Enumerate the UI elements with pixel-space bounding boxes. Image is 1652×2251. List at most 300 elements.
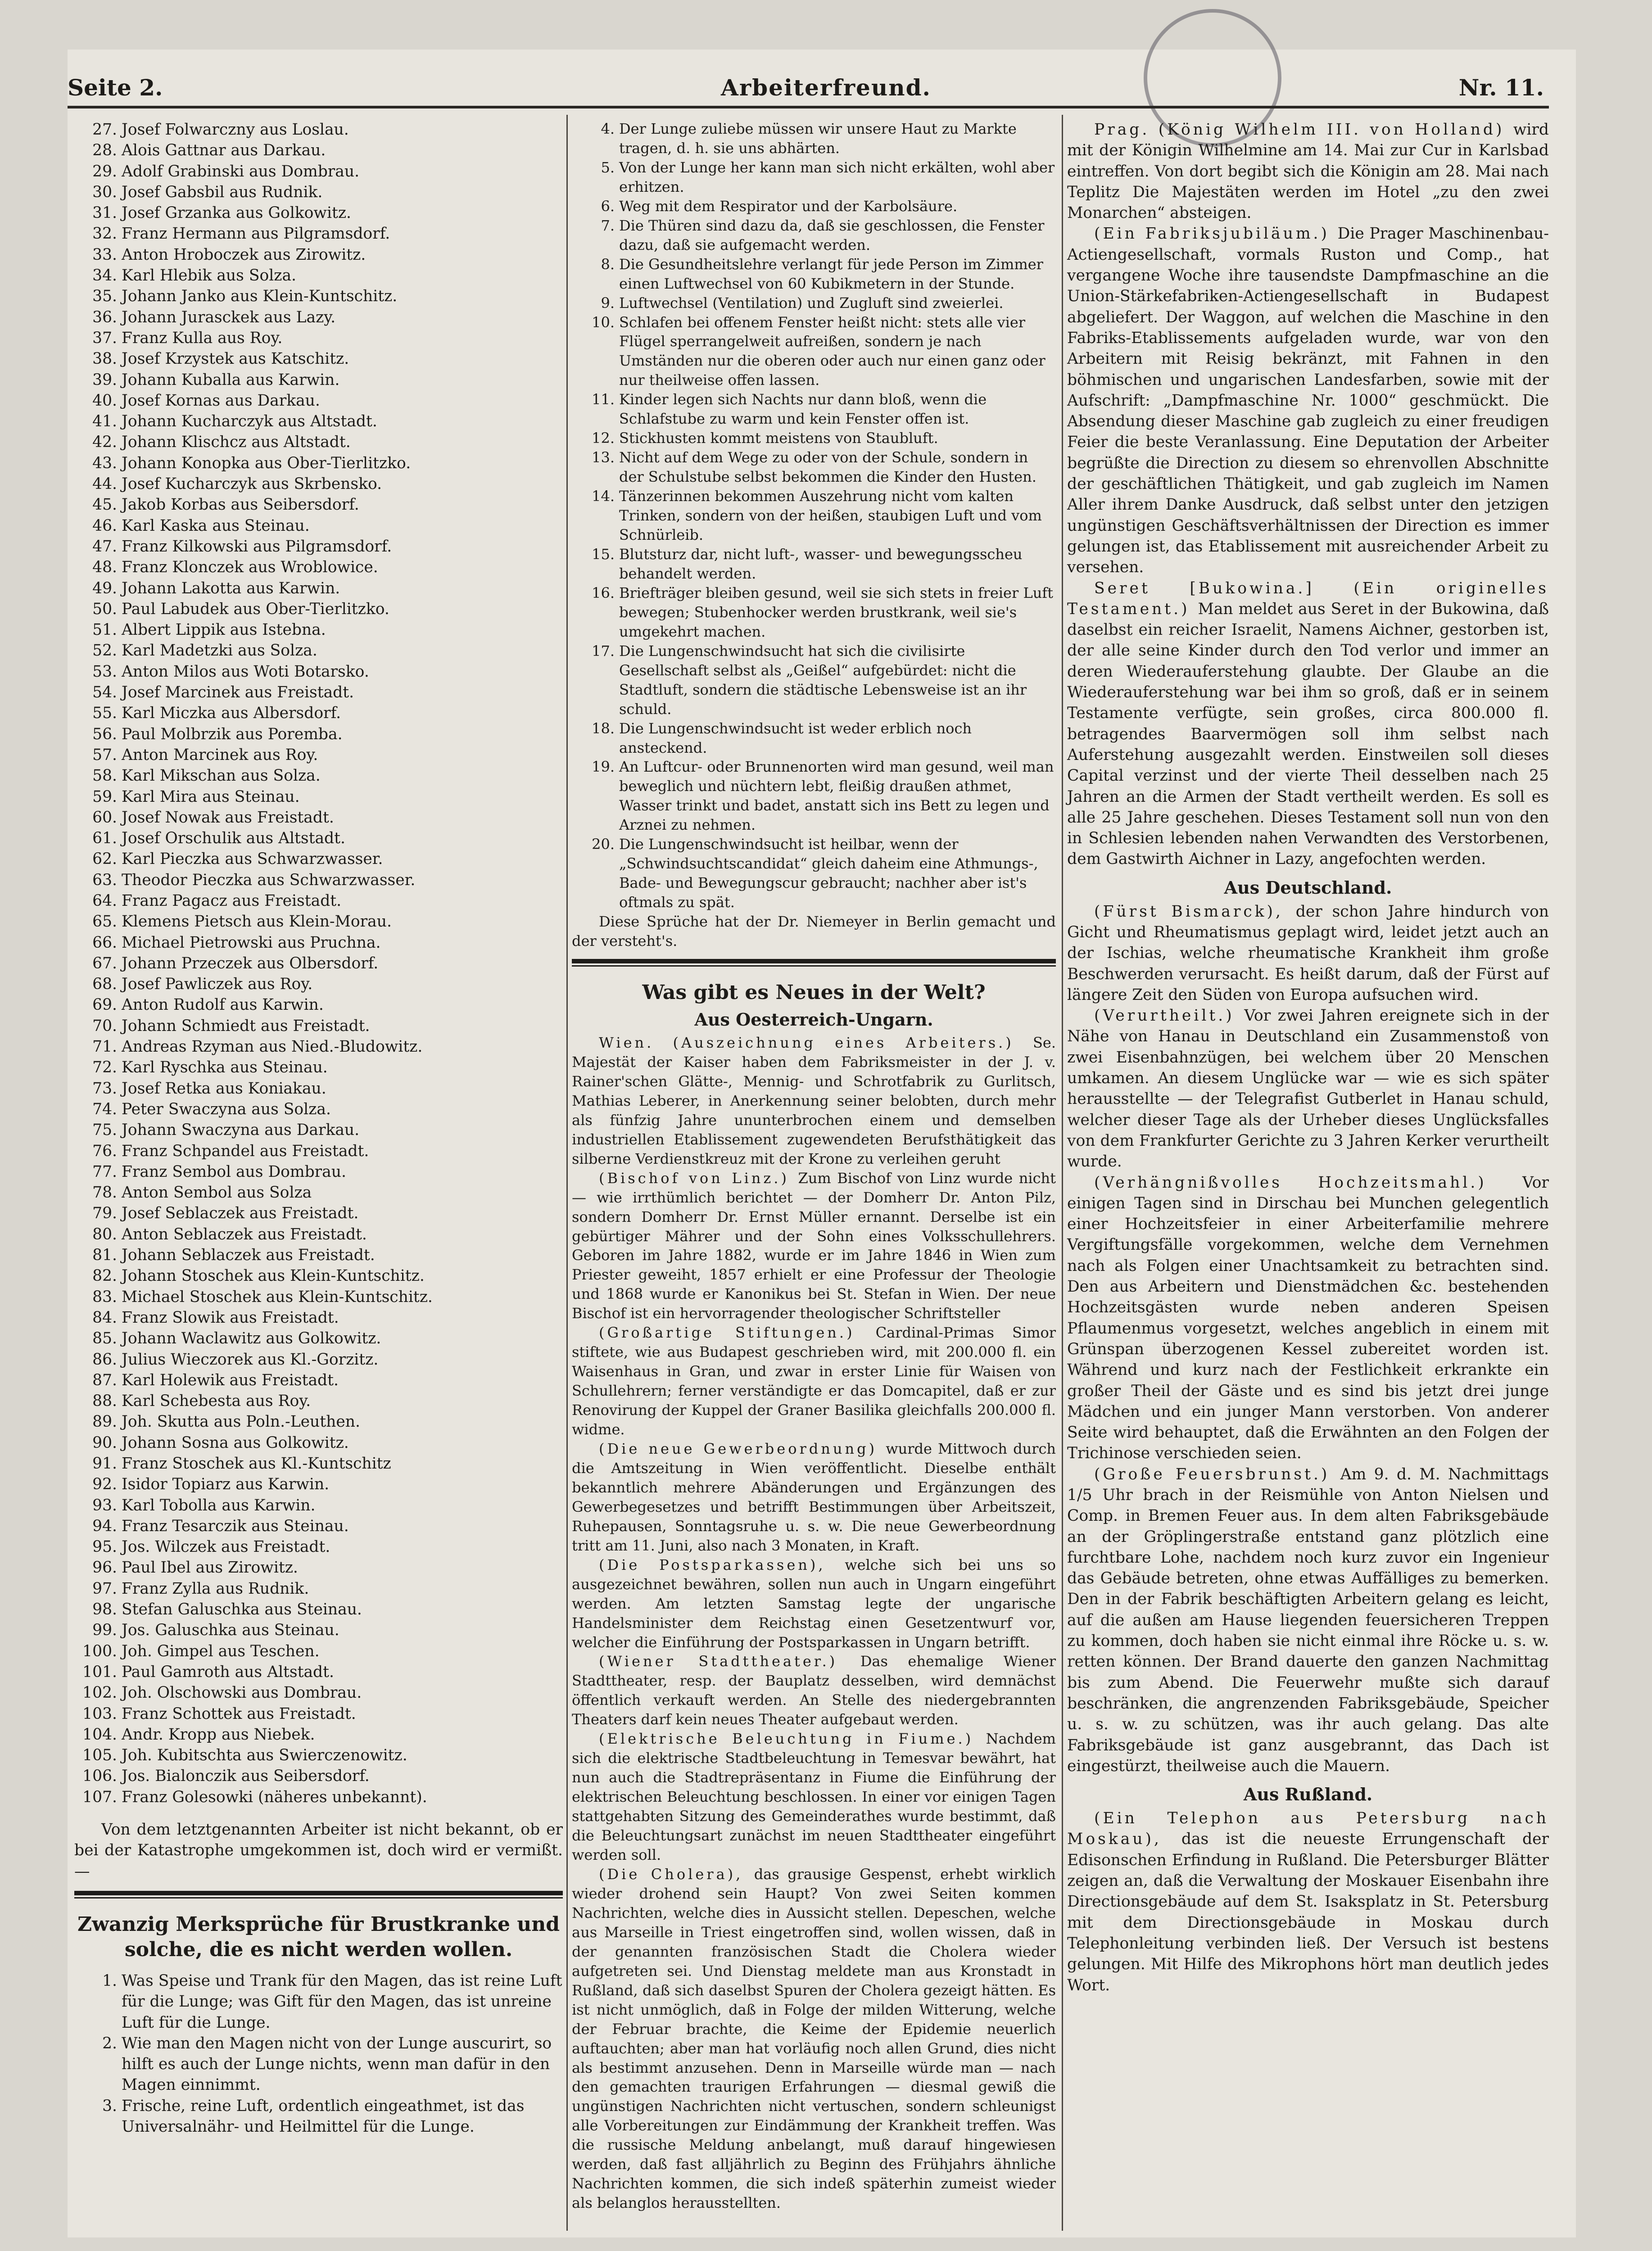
- victim-entry: [74, 1578, 563, 1599]
- item-text: Franz Stoschek aus Kl.-Kuntschitz: [122, 1455, 391, 1473]
- news-item: [1067, 1464, 1549, 1776]
- column-3: [1067, 119, 1549, 1996]
- victim-entry: [74, 1328, 563, 1349]
- saying-item: [572, 158, 1056, 197]
- item-text: Stefan Galuschka aus Steinau.: [122, 1600, 362, 1619]
- victim-entry: [74, 203, 563, 223]
- item-text: Theodor Pieczka aus Schwarzwasser.: [122, 871, 416, 889]
- item-text: Jos. Wilczek aus Freistadt.: [122, 1538, 330, 1556]
- victim-entry: [74, 578, 563, 599]
- item-number: 88.: [92, 1392, 117, 1410]
- victim-entry: [74, 994, 563, 1015]
- saying-item: [74, 1971, 563, 2033]
- column-2: [572, 119, 1056, 2213]
- news-text: Das ehemalige Wiener Stadttheater, resp. der Bauplatz desselben, wird demnächst öffentlich verkauft werden. An Stelle des niedergebrannten Theaters darf kein neues Theater aufgebaut werden.: [572, 1653, 1056, 1728]
- item-number: 20.: [592, 836, 615, 853]
- victim-entry: [74, 1745, 563, 1766]
- item-number: 96.: [92, 1559, 117, 1577]
- item-number: 101.: [82, 1663, 117, 1681]
- victim-entry: [74, 474, 563, 494]
- germany-heading: Aus Deutschland.: [1224, 877, 1392, 898]
- item-number: 40.: [92, 391, 117, 410]
- item-number: 95.: [92, 1538, 117, 1556]
- victim-entry: [74, 328, 563, 348]
- item-text: Johann Waclawitz aus Golkowitz.: [122, 1329, 381, 1348]
- victim-entry: [74, 1182, 563, 1203]
- victim-entry: [74, 119, 563, 140]
- news-item: [1067, 119, 1549, 223]
- item-text: Jos. Galuschka aus Steinau.: [122, 1621, 339, 1640]
- item-number: 12.: [592, 429, 615, 447]
- item-text: Franz Golesowki (näheres unbekannt).: [122, 1788, 427, 1806]
- item-number: 15.: [592, 545, 615, 563]
- victim-entry: [74, 1036, 563, 1057]
- saying-item: [572, 583, 1056, 642]
- item-number: 38.: [92, 350, 117, 368]
- item-number: 71.: [92, 1038, 117, 1056]
- saying-item: [572, 448, 1056, 487]
- news-lead: (Ein Fabriksjubiläum.): [1094, 225, 1338, 243]
- item-number: 72.: [92, 1058, 117, 1077]
- saying-item: [572, 119, 1056, 158]
- victim-entry: [74, 1245, 563, 1266]
- item-text: An Luftcur- oder Brunnenorten wird man gesund, weil man beweglich und nüchtern lebt, fleißig draußen athmet, Wasser trinkt und badet, anstatt sich ins Bett zu legen und Arznei zu nehmen.: [619, 758, 1054, 834]
- victim-entry: [74, 932, 563, 953]
- news-item: [572, 1169, 1056, 1324]
- item-text: Johann Seblaczek aus Freistadt.: [122, 1246, 375, 1265]
- news-text: der schon Jahre hindurch von Gicht und Rheumatismus geplagt wird, leidet jetzt auch an der Ischias, welche rheumatische Krankheit ihm große Beschwerden verursacht. Es heißt darum, daß der Fürst auf längere Zeit den Süden von Europa aufsuchen wird.: [1067, 902, 1549, 1004]
- news-lead: Prag. (König Wilhelm III. von Holland): [1094, 121, 1513, 139]
- victim-entry: [74, 1495, 563, 1516]
- news-lead: (Verurtheilt.): [1094, 1007, 1245, 1025]
- item-text: Was Speise und Trank für den Magen, das ist reine Luft für die Lunge; was Gift für den Magen, das ist unreine Luft für die Lunge.: [122, 1971, 562, 2032]
- item-number: 11.: [592, 391, 615, 408]
- victim-entry: [74, 1349, 563, 1370]
- victims-note: Von dem letztgenannten Arbeiter ist nicht bekannt, ob er bei der Katastrophe umgekommen ist, doch wird er vermißt. —: [74, 1821, 563, 1880]
- item-text: Franz Hermann aus Pilgramsdorf.: [122, 225, 390, 243]
- item-number: 77.: [92, 1162, 117, 1181]
- item-number: 35.: [92, 287, 117, 306]
- item-number: 58.: [92, 767, 117, 785]
- victim-entry: [74, 953, 563, 974]
- saying-item: [572, 294, 1056, 313]
- item-text: Von der Lunge her kann man sich nicht erkälten, wohl aber erhitzen.: [619, 158, 1055, 195]
- item-number: 67.: [92, 954, 117, 972]
- news-item: [572, 1033, 1056, 1169]
- news-text: Se. Majestät der Kaiser haben dem Fabriksmeister in der J. v. Rainer'schen Glätte-, Mennig- und Schrotfabrik zu Gurlitsch, Mathias Leberer, in Anerkennung seiner belobten, durch mehr als fünfzig Jahre ununterbrochen einem und demselben industriellen Etablissement zugewendeten Berufsthätigkeit das silberne Verdienstkreuz mit der Krone zu verleihen geruht: [572, 1034, 1056, 1167]
- item-number: 68.: [92, 975, 117, 994]
- section-rule: [74, 1891, 563, 1895]
- saying-item: [572, 719, 1056, 758]
- item-text: Franz Slowik aus Freistadt.: [122, 1308, 339, 1327]
- item-text: Johann Kuballa aus Karwin.: [122, 371, 340, 389]
- item-text: Blutsturz dar, nicht luft-, wasser- und bewegungsscheu behandelt werden.: [619, 545, 1023, 582]
- item-number: 94.: [92, 1517, 117, 1535]
- item-number: 78.: [92, 1184, 117, 1202]
- victim-entry: [74, 1224, 563, 1245]
- item-text: Alois Gattnar aus Darkau.: [122, 141, 326, 160]
- saying-item: [572, 835, 1056, 912]
- item-text: Joh. Skutta aus Poln.-Leuthen.: [122, 1413, 360, 1431]
- news-item: [572, 1865, 1056, 2213]
- item-number: 56.: [92, 725, 117, 743]
- item-number: 81.: [92, 1246, 117, 1265]
- item-text: Franz Schpandel aus Freistadt.: [122, 1142, 369, 1160]
- saying-item: [572, 757, 1056, 835]
- victim-entry: [74, 1411, 563, 1432]
- victim-entry: [74, 161, 563, 182]
- news-item: [1067, 1808, 1549, 1996]
- news-item: [572, 1555, 1056, 1652]
- victim-entry: [74, 682, 563, 703]
- item-text: Johann Kucharczyk aus Altstadt.: [122, 412, 377, 431]
- news-title: Was gibt es Neues in der Welt?: [642, 981, 986, 1004]
- item-text: Josef Pawliczek aus Roy.: [122, 975, 313, 994]
- austria-news: [572, 1033, 1056, 2213]
- victim-entry: [74, 870, 563, 890]
- item-text: Frische, reine Luft, ordentlich eingeathmet, ist das Universalnähr- und Heilmittel für die Lunge.: [122, 2097, 525, 2136]
- victim-entry: [74, 1099, 563, 1120]
- item-text: Kinder legen sich Nachts nur dann bloß, wenn die Schlafstube zu warm und kein Fenster offen ist.: [619, 391, 987, 428]
- victim-entry: [74, 390, 563, 411]
- item-text: Karl Mikschan aus Solza.: [122, 767, 321, 785]
- item-text: Josef Retka aus Koniakau.: [122, 1079, 326, 1098]
- victim-entry: [74, 703, 563, 723]
- austria-news-continued: [1067, 119, 1549, 870]
- news-text: Cardinal-Primas Simor stiftete, wie aus Budapest geschrieben wird, mit 200.000 fl. ein Waisenhaus in Gran, und zwar in erster Linie für Waisen von Schullehrern; ferner verständigte er das Domcapitel, daß er zur Renovirung der Kuppel der Graner Basilika gleichfalls 200.000 fl. widme.: [572, 1324, 1056, 1438]
- item-text: Johann Sosna aus Golkowitz.: [122, 1433, 349, 1452]
- news-item: [1067, 223, 1549, 578]
- victim-entry: [74, 786, 563, 807]
- item-text: Johann Lakotta aus Karwin.: [122, 579, 340, 597]
- item-text: Karl Tobolla aus Karwin.: [122, 1496, 316, 1514]
- item-text: Adolf Grabinski aus Dombrau.: [122, 162, 360, 181]
- item-number: 28.: [92, 141, 117, 160]
- victim-entry: [74, 494, 563, 515]
- item-number: 82.: [92, 1267, 117, 1285]
- victim-entry: [74, 1266, 563, 1286]
- item-text: Franz Klonczek aus Wroblowice.: [122, 558, 378, 577]
- item-text: Franz Tesarczik aus Steinau.: [122, 1517, 349, 1535]
- victim-entry: [74, 182, 563, 203]
- item-number: 57.: [92, 746, 117, 764]
- item-text: Josef Nowak aus Freistadt.: [122, 808, 334, 827]
- victim-entry: [74, 515, 563, 536]
- news-lead: (Ein Telephon aus Petersburg nach Moskau),: [1067, 1809, 1549, 1849]
- item-text: Karl Schebesta aus Roy.: [122, 1392, 311, 1410]
- item-text: Peter Swaczyna aus Solza.: [122, 1100, 331, 1118]
- item-number: 5.: [601, 158, 615, 176]
- item-number: 50.: [92, 600, 117, 618]
- victim-entry: [74, 1433, 563, 1453]
- victim-entry: [74, 140, 563, 161]
- news-text: Vor zwei Jahren ereignete sich in der Nähe von Hanau in Deutschland ein Zusammenstoß von zwei Eisenbahnzügen, bei welchem über 20 Menschen umkamen. An diesem Unglücke war — wie es sich später herausstellte — der Telegrafist Gutberlet in Hanau schuld, welcher dieser Tage als der Urheber dieses Unglücksfalles von dem Frankfurter Gerichte zu 3 Jahren Kerker verurtheilt wurde.: [1067, 1007, 1549, 1171]
- item-text: Andreas Rzyman aus Nied.-Bludowitz.: [122, 1038, 423, 1056]
- victim-entry: [74, 724, 563, 745]
- victim-entry: [74, 974, 563, 994]
- item-number: 92.: [92, 1475, 117, 1494]
- item-number: 17.: [592, 642, 615, 660]
- item-number: 60.: [92, 808, 117, 827]
- section-rule: [572, 959, 1056, 963]
- news-text: Vor einigen Tagen sind in Dirschau bei Munchen gelegentlich einer Hochzeitsfeier in einer Arbeiterfamilie mehrere Vergiftungsfälle vorgekommen, welche dem Vernehmen nach als Folgen einer Unachtsamkeit zu betrachten sind. Den aus Arbeitern und Dienstmädchen &c. bestehenden Hochzeitsgästen wurde neben anderen Speisen Pflaumenmus vorgesetzt, welches angeblich in einem mit Grünspan überzogenen Kessel zubereitet worden ist. Während und kurz nach der Festlichkeit erkrankte ein großer Theil der Gäste und es sind bis jetzt drei junge Mädchen und ein junger Mann verstorben. Von anderer Seite wird behauptet, daß die Erwähnten an den Folgen der Trichinose verschieden seien.: [1067, 1173, 1549, 1463]
- news-text: das grausige Gespenst, erhebt wirklich wieder drohend sein Haupt? Von zwei Seiten kommen Nachrichten, welche dies in Aussicht stellen. Depeschen, welche aus Marseille in Triest eingetroffen sind, wollen wissen, daß in der genannten französischen Stadt die Cholera wieder aufgetreten sei. Und Dienstag meldete man aus Kronstadt in Rußland, daß sich daselbst Spuren der Cholera gezeigt hätten. Es ist nicht unmöglich, daß in Folge der milden Witterung, welche der Februar brachte, die Keime der Epidemie neuerlich auftauchten; aber man hat vorläufig noch allen Grund, dies nicht als bestimmt anzusehen. Denn in Marseille würde man — nach den gemachten traurigen Erfahrungen — diesmal gewiß die ungünstigen Nachrichten nicht vertuschen, sondern schleunigst alle Vorbereitungen zur Eindämmung der Krankheit treffen. Was die russische Meldung anbelangt, muß darauf hingewiesen werden, daß fast alljährlich zu Beginn des Frühjahrs ähnliche Nachrichten kommen, die sich indeß späterhin zumeist wieder als belanglos herausstellten.: [572, 1865, 1056, 2212]
- item-text: Josef Folwarczny aus Loslau.: [122, 121, 349, 139]
- item-number: 36.: [92, 308, 117, 326]
- item-number: 59.: [92, 787, 117, 806]
- item-text: Jos. Bialonczik aus Seibersdorf.: [122, 1767, 370, 1785]
- item-text: Anton Sembol aus Solza: [122, 1184, 312, 1202]
- item-number: 44.: [92, 475, 117, 493]
- victim-entry: [74, 244, 563, 265]
- item-text: Karl Mira aus Steinau.: [122, 787, 300, 806]
- sayings-footer: Diese Sprüche hat der Dr. Niemeyer in Berlin gemacht und der versteht's.: [572, 913, 1056, 950]
- item-number: 7.: [601, 217, 615, 234]
- item-number: 80.: [92, 1225, 117, 1243]
- item-number: 87.: [92, 1371, 117, 1389]
- victim-entry: [74, 348, 563, 369]
- news-text: Zum Bischof von Linz wurde nicht — wie irrthümlich berichtet — der Domherr Dr. Anton Pilz, sondern Domherr Dr. Ernst Müller ernannt. Derselbe ist ein gebürtiger Mährer und der Sohn eines Volksschullehrers. Geboren im Jahre 1882, wurde er im Jahre 1846 in Wien zum Priester geweiht, 1857 erhielt er eine Professur der Theologie und 1868 wurde er Kanonikus bei St. Stefan in Wien. Der neue Bischof ist ein hervorragender theologischer Schriftsteller: [572, 1169, 1056, 1322]
- item-number: 98.: [92, 1600, 117, 1619]
- item-text: Franz Kulla aus Roy.: [122, 329, 283, 347]
- victim-entry: [74, 849, 563, 869]
- item-number: 106.: [82, 1767, 117, 1785]
- item-text: Franz Pagacz aus Freistadt.: [122, 891, 342, 910]
- saying-item: [572, 216, 1056, 255]
- victim-entry: [74, 1599, 563, 1620]
- victim-entry: [74, 765, 563, 786]
- item-number: 29.: [92, 162, 117, 181]
- item-text: Joh. Gimpel aus Teschen.: [122, 1642, 320, 1660]
- item-number: 51.: [92, 621, 117, 639]
- item-number: 97.: [92, 1579, 117, 1598]
- item-number: 70.: [92, 1017, 117, 1035]
- item-text: Anton Rudolf aus Karwin.: [122, 996, 324, 1014]
- item-number: 83.: [92, 1288, 117, 1306]
- item-number: 14.: [592, 488, 615, 505]
- item-number: 53.: [92, 662, 117, 681]
- news-text: Am 9. d. M. Nachmittags 1/5 Uhr brach in der Reismühle von Anton Nielsen und Comp. in Bremen Feuer aus. In dem alten Fabriksgebäude an der Gröplingerstraße entstand ganz plötzlich eine furchtbare Lohe, nachdem noch kurz zuvor ein Ingenieur das Gebäude betreten, ohne etwas Auffälliges zu bemerken. Den in der Fabrik beschäftigten Arbeitern gelang es leicht, auf die außen am Hause liegenden feuersicheren Treppen zu kommen, doch haben sie nicht einmal ihre Röcke u. s. w. retten können. Der Brand dauerte den ganzen Nachmittag bis zum Abend. Die Feuerwehr mußte sich darauf beschränken, die angrenzenden Fabriksgebäude, Speicher u. s. w. zu schützen, was ihr auch gelang. Das alte Fabriksgebäude ist ganz ausgebrannt, das Dach ist eingestürzt, theilweise auch die Mauern.: [1067, 1465, 1549, 1775]
- sayings-title: Zwanzig Merksprüche für Brustkranke und solche, die es nicht werden wollen.: [77, 1912, 560, 1961]
- item-text: Wie man den Magen nicht von der Lunge auscurirt, so hilft es auch der Lunge nichts, wenn man dafür in den Magen einnimmt.: [122, 2034, 552, 2094]
- item-text: Briefträger bleiben gesund, weil sie sich stets in freier Luft bewegen; Stubenhocker werden brustkrank, weil sie's umgekehrt machen.: [619, 584, 1053, 640]
- item-text: Paul Gamroth aus Altstadt.: [122, 1663, 334, 1681]
- victim-entry: [74, 640, 563, 661]
- item-text: Paul Ibel aus Zirowitz.: [122, 1559, 298, 1577]
- item-number: 102.: [82, 1684, 117, 1702]
- victim-entry: [74, 1016, 563, 1036]
- item-number: 73.: [92, 1079, 117, 1098]
- item-number: 93.: [92, 1496, 117, 1514]
- victim-entry: [74, 223, 563, 244]
- item-number: 89.: [92, 1413, 117, 1431]
- item-number: 64.: [92, 891, 117, 910]
- victim-entry: [74, 286, 563, 307]
- item-number: 91.: [92, 1455, 117, 1473]
- item-number: 47.: [92, 537, 117, 556]
- item-number: 104.: [82, 1725, 117, 1744]
- item-number: 66.: [92, 933, 117, 952]
- saying-item: [572, 642, 1056, 719]
- item-text: Franz Schottek aus Freistadt.: [122, 1704, 356, 1723]
- news-text: das ist die neueste Errungenschaft der Edisonschen Erfindung in Rußland. Die Petersburger Blätter zeigen an, daß die Verwaltung der Moskauer Eisenbahn ihre Directionsgebäude auf dem St. Isaksplatz in St. Petersburg mit dem Directionsgebäude in Moskau durch Telephonleitung verbinden ließ. Der Versuch ist bestens gelungen. Mit Hilfe des Mikrophons hört man deutlich jedes Wort.: [1067, 1830, 1549, 1994]
- item-number: 34.: [92, 267, 117, 285]
- item-text: Die Lungenschwindsucht ist weder erblich noch ansteckend.: [619, 719, 972, 756]
- news-item: [1067, 578, 1549, 870]
- victim-entry: [74, 265, 563, 286]
- item-number: 107.: [82, 1788, 117, 1806]
- item-text: Paul Labudek aus Ober-Tierlitzko.: [122, 600, 389, 618]
- section-rule: [74, 1897, 563, 1898]
- item-text: Stickhusten kommt meistens von Staubluft.: [619, 429, 938, 447]
- item-text: Johann Klischcz aus Altstadt.: [122, 433, 351, 452]
- item-number: 4.: [601, 120, 615, 137]
- item-number: 55.: [92, 704, 117, 723]
- victim-entry: [74, 1057, 563, 1078]
- item-number: 32.: [92, 225, 117, 243]
- item-text: Karl Holewik aus Freistadt.: [122, 1371, 339, 1389]
- item-text: Nicht auf dem Wege zu oder von der Schule, sondern in der Schulstube selbst bekommen die Kinder den Husten.: [619, 449, 1036, 486]
- item-text: Anton Milos aus Woti Botarsko.: [122, 662, 369, 681]
- victim-entry: [74, 1391, 563, 1411]
- item-text: Josef Gabsbil aus Rudnik.: [122, 183, 323, 201]
- news-item: [572, 1439, 1056, 1555]
- victim-entry: [74, 1682, 563, 1703]
- victim-entry: [74, 1620, 563, 1641]
- news-lead: (Die neue Gewerbeordnung): [599, 1440, 886, 1457]
- item-number: 85.: [92, 1329, 117, 1348]
- saying-item: [74, 2033, 563, 2096]
- column-rule: [566, 115, 568, 2231]
- item-text: Die Gesundheitslehre verlangt für jede Person im Zimmer einen Luftwechsel von 60 Kubikmetern in der Stunde.: [619, 255, 1043, 292]
- item-text: Jakob Korbas aus Seibersdorf.: [122, 496, 359, 514]
- item-text: Julius Wieczorek aus Kl.-Gorzitz.: [122, 1350, 379, 1369]
- victim-entry: [74, 1662, 563, 1682]
- item-number: 86.: [92, 1350, 117, 1369]
- item-text: Anton Seblaczek aus Freistadt.: [122, 1225, 367, 1243]
- victim-entry: [74, 911, 563, 932]
- item-text: Franz Sembol aus Dombrau.: [122, 1162, 346, 1181]
- victim-entry: [74, 1724, 563, 1745]
- victim-list: [74, 119, 563, 1808]
- item-text: Michael Stoschek aus Klein-Kuntschitz.: [122, 1288, 433, 1306]
- item-number: 48.: [92, 558, 117, 577]
- item-text: Isidor Topiarz aus Karwin.: [122, 1475, 330, 1494]
- victim-entry: [74, 1537, 563, 1557]
- victim-entry: [74, 1453, 563, 1474]
- column-rule: [1062, 115, 1063, 2231]
- saying-item: [572, 313, 1056, 390]
- victim-entry: [74, 432, 563, 452]
- news-text: wird mit der Königin Wilhelmine am 14. Mai zur Cur in Karlsbad eintreffen. Von dort begibt sich die Königin am 28. Mai nach Teplitz Die Majestäten werden im Hotel „zu den zwei Monarchen“ absteigen.: [1067, 121, 1549, 222]
- victim-entry: [74, 1141, 563, 1162]
- news-lead: (Wiener Stadttheater.): [599, 1653, 860, 1670]
- item-number: 103.: [82, 1704, 117, 1723]
- item-number: 41.: [92, 412, 117, 431]
- item-number: 8.: [601, 255, 615, 273]
- saying-item: [572, 487, 1056, 545]
- saying-item: [572, 390, 1056, 429]
- victim-entry: [74, 1557, 563, 1578]
- item-number: 39.: [92, 371, 117, 389]
- news-lead: (Bischof von Linz.): [599, 1169, 798, 1187]
- item-number: 43.: [92, 454, 117, 472]
- austria-heading: Aus Oesterreich-Ungarn.: [694, 1009, 933, 1030]
- item-text: Klemens Pietsch aus Klein-Morau.: [122, 913, 392, 931]
- news-lead: (Verhängnißvolles Hochzeitsmahl.): [1094, 1173, 1522, 1192]
- item-text: Josef Kucharczyk aus Skrbensko.: [122, 475, 382, 493]
- item-text: Johann Stoschek aus Klein-Kuntschitz.: [122, 1267, 425, 1285]
- news-lead: (Großartige Stiftungen.): [599, 1324, 876, 1342]
- item-text: Luftwechsel (Ventilation) und Zugluft sind zweierlei.: [619, 294, 1004, 312]
- item-text: Paul Molbrzik aus Poremba.: [122, 725, 343, 743]
- news-item: [572, 1652, 1056, 1729]
- item-text: Joh. Olschowski aus Dombrau.: [122, 1684, 362, 1702]
- sayings-list: [74, 1971, 563, 2137]
- victim-entry: [74, 745, 563, 765]
- victim-entry: [74, 1704, 563, 1724]
- victim-entry: [74, 1307, 563, 1328]
- item-text: Karl Ryschka aus Steinau.: [122, 1058, 328, 1077]
- masthead-title: Arbeiterfreund.: [721, 74, 931, 101]
- item-number: 63.: [92, 871, 117, 889]
- item-number: 13.: [592, 449, 615, 466]
- item-number: 16.: [592, 584, 615, 601]
- germany-news: [1067, 901, 1549, 1776]
- victim-entry: [74, 1370, 563, 1391]
- victim-entry: [74, 619, 563, 640]
- saying-item: [74, 2096, 563, 2138]
- item-number: 61.: [92, 829, 117, 848]
- victim-entry: [74, 536, 563, 557]
- saying-item: [572, 429, 1056, 448]
- victim-entry: [74, 307, 563, 328]
- item-text: Schlafen bei offenem Fenster heißt nicht: stets alle vier Flügel sperrangelweit aufreißen, sondern je nach Umständen nur die oberen oder auch nur einen ganz oder nur theilweise offen lassen.: [619, 313, 1046, 389]
- item-text: Josef Kornas aus Darkau.: [122, 391, 320, 410]
- item-number: 90.: [92, 1433, 117, 1452]
- sayings-list-continued: [572, 119, 1056, 912]
- item-number: 3.: [102, 2097, 117, 2115]
- item-number: 52.: [92, 642, 117, 660]
- victim-entry: [74, 1766, 563, 1786]
- victim-entry: [74, 1120, 563, 1140]
- saying-item: [572, 197, 1056, 216]
- news-lead: (Die Postsparkassen),: [599, 1556, 845, 1573]
- item-number: 31.: [92, 204, 117, 222]
- victim-entry: [74, 411, 563, 432]
- item-text: Albert Lippik aus Istebna.: [122, 621, 326, 639]
- victim-entry: [74, 1641, 563, 1662]
- victim-entry: [74, 599, 563, 619]
- saying-item: [572, 255, 1056, 294]
- news-lead: (Fürst Bismarck),: [1094, 902, 1296, 921]
- item-text: Der Lunge zuliebe müssen wir unsere Haut zu Markte tragen, d. h. sie uns abhärten.: [619, 120, 1017, 157]
- item-text: Johann Swaczyna aus Darkau.: [122, 1121, 360, 1139]
- item-text: Josef Krzystek aus Katschitz.: [122, 350, 349, 368]
- russia-news: [1067, 1808, 1549, 1996]
- news-item: [1067, 1005, 1549, 1172]
- item-text: Johann Janko aus Klein-Kuntschitz.: [122, 287, 398, 306]
- news-lead: (Elektrische Beleuchtung in Fiume.): [599, 1730, 986, 1748]
- victim-entry: [74, 661, 563, 682]
- news-text: Nachdem sich die elektrische Stadtbeleuchtung in Temesvar bewährt, hat nun auch die Stadtrepräsentanz in Fiume die Einführung der elektrischen Beleuchtung beschlossen. In einer vor einigen Tagen stattgehabten Sitzung des Gemeinderathes wurde bestimmt, daß die Beleuchtungsart zunächst im neuen Stadttheater eingeführt werden soll.: [572, 1730, 1056, 1864]
- victim-entry: [74, 890, 563, 911]
- item-text: Andr. Kropp aus Niebek.: [122, 1725, 315, 1744]
- item-number: 62.: [92, 850, 117, 868]
- item-number: 2.: [102, 2034, 117, 2052]
- item-number: 45.: [92, 496, 117, 514]
- victim-entry: [74, 370, 563, 390]
